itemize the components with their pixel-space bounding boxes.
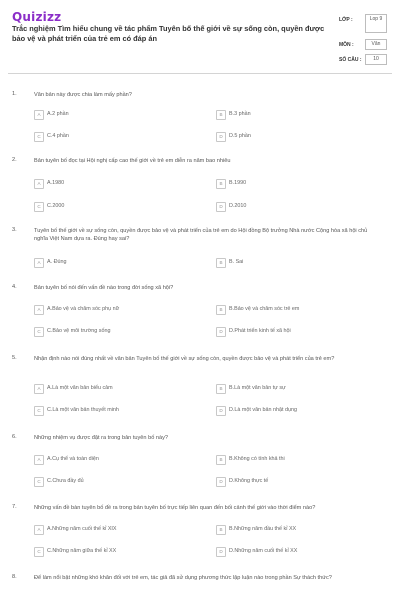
worksheet-title: Trắc nghiệm Tìm hiểu chung về tác phẩm Tuyên bố thế giới về sự sống còn, quyền được bảo vệ và phát triển của trẻ em có đáp án [12,24,325,43]
option-letter-box: A [34,110,44,120]
option-letter-box: C [34,406,44,416]
question-text: Bản tuyên bố đọc tại Hội nghị cấp cao thế giới về trẻ em diễn ra năm bao nhiêu [34,158,231,164]
count-label: SỐ CÂU : [339,57,362,63]
option-label: D.Không thực tế [229,478,269,484]
option-letter-box: D [216,202,226,212]
option-label: A.Những năm cuối thế kỉ XIX [47,526,117,532]
option-letter-box: D [216,132,226,142]
option-letter-box: A [34,179,44,189]
option-label: D.5 phần [229,133,251,139]
option-letter-box: B [216,258,226,268]
class-value: Lop 9 [365,14,387,33]
option-label: D.Là một văn bản nhật dụng [229,407,298,413]
option-label: D.Phát triển kinh tế xã hội [229,328,291,334]
option-letter-box: D [216,477,226,487]
option-label: B.Những năm đầu thế kỉ XX [229,526,297,532]
question-number: 2. [12,157,17,163]
option-letter-box: A [34,455,44,465]
option-letter-box: B [216,110,226,120]
option-letter-box: A [34,258,44,268]
option-label: A.2 phần [47,111,69,117]
option-letter-box: B [216,179,226,189]
question-text: Văn bản này được chia làm mấy phần? [34,92,132,98]
quizizz-logo: Quizizz [12,10,62,24]
option-label: A.1980 [47,180,65,186]
question-text: Để làm nổi bật những khó khăn đối với trẻ em, tác giả đã sử dụng phương thức lập luận nào trong phần Sự thách thức? [34,575,332,581]
option-letter-box: D [216,547,226,557]
option-letter-box: C [34,132,44,142]
option-label: B.Là một văn bản tự sự [229,385,286,391]
option-letter-box: A [34,384,44,394]
question-text: Những nhiệm vụ được đặt ra trong bản tuyên bố này? [34,435,168,441]
option-label: D.Những năm cuối thế kỉ XX [229,548,298,554]
option-letter-box: C [34,202,44,212]
question-number: 1. [12,91,17,97]
question-number: 3. [12,227,17,233]
question-number: 5. [12,355,17,361]
count-value: 10 [365,54,387,65]
option-letter-box: D [216,327,226,337]
option-label: A.Là một văn bản biểu cảm [47,385,113,391]
option-letter-box: C [34,327,44,337]
option-label: B. Sai [229,259,244,265]
option-letter-box: C [34,477,44,487]
option-label: C.2000 [47,203,65,209]
option-label: B.Không có tính khả thi [229,456,285,462]
question-text: Tuyên bố thế giới về sự sống còn, quyền được bảo vệ và phát triển của trẻ em do Hội đồng Bộ trưởng Nhà nước Cộng hòa xã hội chủ nghĩa Việt Nam dựa ra. Đúng hay sai? [34,228,368,242]
option-label: D.2010 [229,203,247,209]
option-label: B.3 phần [229,111,251,117]
option-label: C.Chưa đầy đủ [47,478,84,484]
option-letter-box: B [216,455,226,465]
question-text: Bản tuyên bố nói đến vấn đề nào trong đời sống xã hội? [34,285,174,291]
option-letter-box: C [34,547,44,557]
question-number: 8. [12,574,17,580]
option-label: B.1990 [229,180,247,186]
option-label: C.4 phần [47,133,69,139]
question-number: 6. [12,434,17,440]
class-label: LỚP : [339,17,353,23]
option-label: C.Là một văn bản thuyết minh [47,407,119,413]
option-label: A.Bảo vệ và chăm sóc phụ nữ [47,306,120,312]
option-letter-box: B [216,525,226,535]
option-letter-box: A [34,305,44,315]
option-letter-box: B [216,305,226,315]
option-label: A.Cụ thể và toàn diện [47,456,99,462]
option-letter-box: D [216,406,226,416]
option-label: A. Đúng [47,259,67,265]
question-number: 4. [12,284,17,290]
header-divider [8,73,392,74]
option-label: C.Những năm giữa thế kỉ XX [47,548,117,554]
option-letter-box: B [216,384,226,394]
option-label: B.Bảo vệ và chăm sóc trẻ em [229,306,300,312]
option-letter-box: A [34,525,44,535]
question-text: Nhận định nào nói đúng nhất về văn bản Tuyên bố thế giới về sự sống còn, quyền được bảo vệ và phát triển của trẻ em? [34,356,335,362]
question-number: 7. [12,504,17,510]
question-text: Những vấn đề bàn tuyên bố đề ra trong bản tuyên bố trực tiếp liên quan đến bối cảnh thế giới vào thời điểm nào? [34,505,316,511]
subject-value: Văn [365,39,387,50]
subject-label: MÔN : [339,42,354,48]
option-label: C.Bảo vệ môi trường sống [47,328,111,334]
